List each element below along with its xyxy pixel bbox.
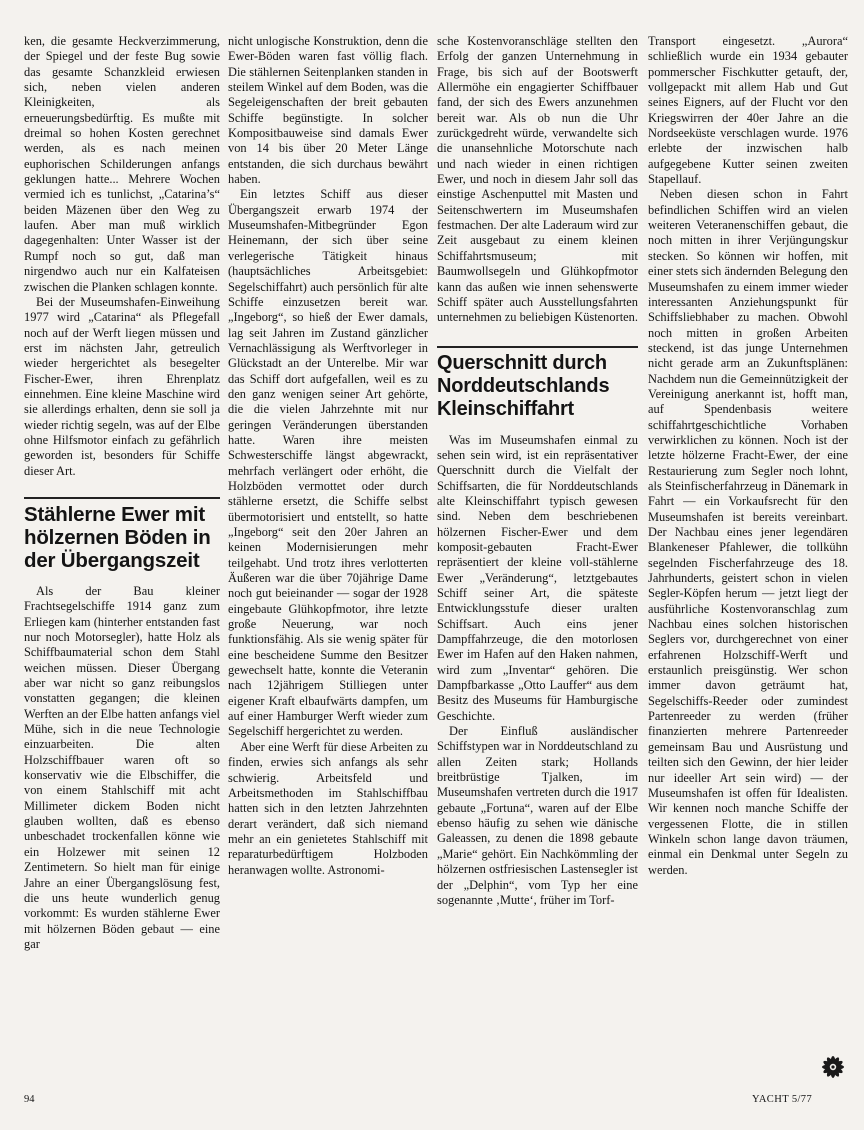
paragraph: sche Kostenvoranschläge stellten den Erfolg der ganzen Unternehmung in Frage, bis sich auf der Bootswerft Allermöhe ein engagierter Schiffbauer fand, der sich des Ewers anzunehmen bereit war. Als ob nun die Uhr zurückgedreht würde, verwandelte sich die unansehnliche Motorschute nach und nach wieder in einen richtigen Ewer, und noch in diesem Jahr soll das einstige Aschenputtel mit Masten und Seitenschwertern im Museumshafen festmachen. Der alte Laderaum wird zur Zeit ausgebaut zu einem kleinen Schiffahrtsmuseum; mit Baumwollsegeln und Glühkopfmotor kann das außen wie innen sehenswerte Schiff später auch Ausstellungsfahrten unternehmen zu beliebigen Küstenorten. [437, 34, 638, 325]
column-4 [648, 34, 848, 878]
paragraph: Transport eingesetzt. „Aurora“ schließlich wurde ein 1934 gebauter pommerscher Fischkutter getauft, der, vollgepackt mit allem Hab und Gut seines Eigners, auf der Flucht vor den Kriegswirren der 40er Jahre an die Nordseeküste verschlagen wurde. 1976 erlebte der inzwischen halb aufgegebene Kutter seinen zweiten Stapellauf. [648, 34, 848, 187]
column-3 [437, 34, 638, 908]
paragraph: Aber eine Werft für diese Arbeiten zu finden, erwies sich anfangs als sehr schwierig. Arbeitsfeld und Arbeitsmethoden im Stahlschiffbau hatten sich in den letzten Jahrzehnten derart verändert, daß sich niemand mehr an ein genietetes Stahlschiff mit reparaturbedürftigem Holzboden heranwagen wollte. Astronomi- [228, 739, 428, 877]
paragraph: nicht unlogische Konstruktion, denn die Ewer-Böden waren fast völlig flach. Die stählernen Seitenplanken standen in steilem Winkel auf dem Boden, was die Segeleigenschaften der breit gebauten Schiffe begünstigte. In solcher Kompositbauweise sind damals Ewer von 14 bis über 20 Meter Länge entstanden, die sich durchaus bewährt haben. [228, 34, 428, 187]
paragraph: Neben diesen schon in Fahrt befindlichen Schiffen wird an vielen weiteren Veteranenschiffen gebaut, die noch mitten in ihrer Verjüngungskur stecken. So können wir hoffen, mit einer stets sich ändernden Belegung den Museumshafen zu einem immer wieder interessanten Anziehungspunkt für Schiffsliebhaber zu machen. Obwohl noch mitten in großen Arbeiten steckend, ist das junge Unternehmen nicht gerade arm an Zukunftsplänen: Nachdem nun die Gemeinnützigkeit der Vereinigung anerkannt ist, hofft man, auf Spendenbasis weitere schiffahrtgeschichtliche Vorhaben verwirklichen zu können. Noch ist der letzte hölzerne Fracht-Ewer, der eine Restaurierung zum Segler noch lohnt, als Steinfischerfahrzeug in Dänemark in Fahrt — ein Vorkaufsrecht für den Museumshafen ist bereits vereinbart. Der Nachbau eines jener legendären Blankeneser Pfahlewer, die tollkühn segelnden Fischerfahrzeuge des 18. Jahrhunderts, geistert schon in vielen Segler-Köpfen herum — jetzt liegt der ausführliche Kostenvoranschlag zum Nachbau eines solchen historischen Seglers vor, durchgerechnet von einer erfahrenen Holzschiff-Werft und erstaunlich preisgünstig. Wer schon immer davon geträumt hat, Segelschiffs-Reeder oder zumindest Partenreeder zu werden (früher finanzierten mehrere Partenreeder gemeinsam Bau und Ausrüstung und teilten sich den Gewinn, der hier leider nur ideeller Art sein wird) — der Museumshafen ist offen für Idealisten. Wir kennen noch manche Schiffe der vergessenen Flotte, die in stillen Winkeln schon lange davon träumen, einmal ein Denkmal unter Segeln zu werden. [648, 187, 848, 877]
paragraph: Der Einfluß ausländischer Schiffstypen war in Norddeutschland zu allen Zeiten stark; Hollands breitbrüstige Tjalken, im Museumshafen vertreten durch die 1917 gebaute „Fortuna“, waren auf der Elbe ebenso häufig zu sehen wie dänische Galeassen, zu denen die 1898 gebaute „Marie“ gehört. Ein Nachkömmling der hölzernen ostfriesischen Lastensegler ist der „Delphin“, vom Typ her eine sogenannte ‚Mutte‘, früher im Torf- [437, 724, 638, 907]
paragraph: Ein letztes Schiff aus dieser Übergangszeit erwarb 1974 der Museumshafen-Mitbegründer Egon Heinemann, der sich über seine verlegerische Tätigkeit hinaus (hauptsächliches Arbeitsgebiet: Segelschiffahrt) auch persönlich für alte Schiffe einzusetzen bereit war. „Ingeborg“, so hieß der Ewer damals, lag seit Jahren im Zustand gänzlicher Vernachlässigung als Werftvorleger in Glückstadt an der Unterelbe. Mir war das Schiff dort aufgefallen, weil es zu den ganz wenigen seiner Art gehörte, die die vielen Jahrzehnte mit nur geringen Veränderungen überstanden hatte. Waren ihre meisten Schwesterschiffe längst abgewrackt, mehrfach verlängert oder erhöht, die Holzböden vermottet oder durch stählerne ersetzt, die Schiffe selbst übermotorisiert und entstellt, so hatte „Ingeborg“ seit den 20er Jahren an keinen Modernisierungen mehr teilgehabt. Und trotz ihres verlotterten Äußeren war die über 70jährige Dame noch gut beieinander — sogar der 1928 eingebaute Glühkopfmotor, ihre letzte große Neuerung, war noch funktionsfähig. Als sie wenig später für eine bescheidene Summe den Besitzer gewechselt hatte, konnte die Veteranin nach 12jährigem Stilliegen unter eigener Kraft elbaufwärts dampfen, um auf einer Hamburger Werft wieder zum Segelschiff hergerichtet zu werden. [228, 187, 428, 739]
section-headline: Stählerne Ewer mit hölzernen Böden in der Übergangszeit [24, 497, 220, 572]
paragraph: ken, die gesamte Heckverzimmerung, der Spiegel und der feste Bug sowie das gesamte Schanzkleid erwiesen sich, neben vielen anderen Kleinigkeiten, als erneuerungsbedürftig. Es mußte mit dreimal so hohen Kosten gerechnet werden, als es nach meinen euphorischen Schilderungen anfangs geklungen hatte... Mehrere Wochen vermied ich es tunlichst, „Catarina’s“ beiden Mäzenen über den Weg zu laufen. Aber man muß wirklich dagegenhalten: Unter Wasser ist der Rumpf noch so gut, daß man nirgendwo auch nur ein Kalfateisen zwischen die Planken schlagen konnte. [24, 34, 220, 294]
page-number: 94 [24, 1094, 35, 1105]
rosette-end-mark-icon [820, 1054, 846, 1080]
paragraph: Als der Bau kleiner Frachtsegelschiffe 1914 ganz zum Erliegen kam (hinterher entstanden fast nur noch Motorsegler), hatte Holz als Schiffbaumaterial schon dem Stahl weichen müssen. Dieser Übergang aber war nicht so ganz reibungslos vonstatten gegangen; die kleinen Werften an der Elbe hatten anfangs viel Mühe, sich in die neue Technologie einzuarbeiten. Die alten Holzschiffbauer waren oft so konservativ wie die Elbschiffer, die von einem Stahlschiff mit acht Millimeter dickem Boden nicht glauben wollten, daß es ebenso unbeschadet trockenfallen könne wie ein Holzewer mit seinen 12 Zentimetern. So hielt man für einige Jahre an einer Übergangslösung fest, die uns heute wunderlich genug vorkommt: Es wurden stählerne Ewer mit hölzernen Böden gebaut — eine gar [24, 583, 220, 951]
column-2 [228, 34, 428, 878]
paragraph: Was im Museumshafen einmal zu sehen sein wird, ist ein repräsentativer Querschnitt durch die Vielfalt der Schiffsarten, die für Norddeutschlands alte Kleinschiffahrt typisch gewesen sind. Neben dem beschriebenen hölzernen Fischer-Ewer und dem komposit-gebauten Fracht-Ewer repräsentiert der kleine voll-stählerne Ewer „Veränderung“, letztgebautes Schiff seiner Art, die späteste Entwicklungsstufe dieser uralten Schiffsart. Auch eins jener Dampffahrzeuge, die den motorlosen Ewer im Hafen auf den Haken nahmen, wird zum „Inventar“ gehören. Die Dampfbarkasse „Otto Lauffer“ aus dem Besitz des Museums für Hamburgische Geschichte. [437, 432, 638, 723]
paragraph: Bei der Museumshafen-Einweihung 1977 wird „Catarina“ als Pflegefall noch auf der Werft liegen müssen und erst im nächsten Jahr, getreulich wieder hergerichtet als besegelter Fischer-Ewer, ihren Ehrenplatz einnehmen. Eine kleine Maschine wird sie allerdings erhalten, denn sie soll ja wieder richtig segeln, was auf der Elbe ohne Hilfsmotor einfach zu gefährlich geworden ist, besonders für Schiffe dieser Art. [24, 294, 220, 478]
column-1 [24, 34, 220, 952]
issue-label: YACHT 5/77 [752, 1094, 813, 1105]
section-headline: Querschnitt durch Norddeutschlands Kleinschiffahrt [437, 346, 638, 421]
